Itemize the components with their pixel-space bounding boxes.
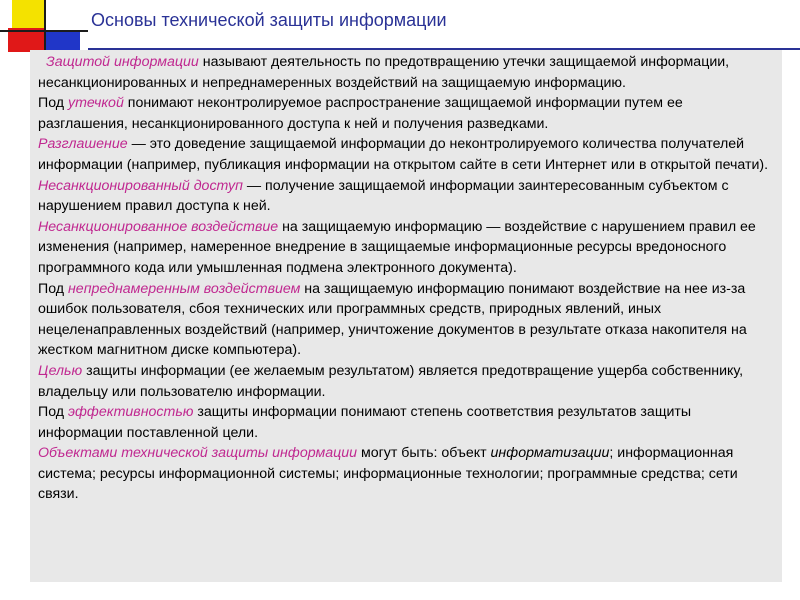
paragraph-prefix: Под [38, 280, 68, 297]
term: Объектами технической защиты информации [38, 445, 358, 462]
paragraph-unauthorized-impact [38, 217, 772, 279]
logo-yellow-square [12, 0, 46, 30]
paragraph-leak [38, 93, 772, 134]
emphasized-word: информатизации [490, 445, 610, 462]
content-panel [30, 50, 782, 582]
paragraph-efficiency [38, 402, 772, 443]
term: Разглашение [38, 136, 128, 153]
term: утечкой [68, 95, 124, 112]
paragraph-unintentional-impact [38, 279, 772, 361]
paragraph-goal [38, 361, 772, 402]
paragraph-text: могут быть: объект [357, 445, 491, 462]
term: Защитой информации [46, 54, 199, 70]
paragraph-objects [38, 443, 772, 505]
paragraph-text: на защищаемую информацию понимают воздействие на нее из-за ошибок пользователя, сбоя технических или программных средств, природных явлений, иных нецеленаправленных воздействий (например, уничтожение документов в результате отказа накопителя на жестком магнитном диске компьютера). [38, 280, 747, 359]
paragraph-prefix: Под [38, 404, 68, 421]
term: эффективностью [68, 404, 194, 421]
term: непреднамеренным воздействием [68, 280, 301, 297]
paragraph-text: защиты информации (ее желаемым результатом) является предотвращение ущерба собственнику, владельцу или пользователю информации. [38, 362, 744, 400]
paragraph-unauthorized-access [38, 176, 772, 217]
paragraph-tail: ; информационная система; ресурсы информационной системы; информационные технологии; программные средства; сети связи. [38, 445, 738, 503]
paragraph-text: защиты информации понимают степень соответствия результатов защиты информации поставленной цели. [38, 404, 692, 441]
paragraph-protection [38, 52, 772, 93]
paragraph-text: — это доведение защищаемой информации до неконтролируемого количества получателей информации (например, публикация информации на открытом сайте в сети Интернет или в открытой печати). [38, 136, 769, 173]
logo-horizontal-line [0, 30, 88, 32]
paragraph-text: на защищаемую информацию — воздействие с нарушением правил ее изменения (например, намеренное внедрение в защищаемые информационные ресурсы вредоносного программного кода или умышленная подмена электронного документа). [38, 218, 756, 276]
term: Несанкционированное воздействие [38, 218, 279, 235]
paragraph-prefix: Под [38, 95, 68, 112]
term: Несанкционированный доступ [38, 177, 243, 194]
page-title: Основы технической защиты информации [91, 10, 447, 30]
paragraph-text: называют деятельность по предотвращению утечки защищаемой информации, несанкционированных и непреднамеренных воздействий на защищаемую информацию. [38, 54, 730, 91]
term: Целью [38, 362, 83, 379]
paragraph-text: — получение защищаемой информации заинтересованным субъектом с нарушением правил доступа к ней. [38, 177, 729, 215]
paragraph-disclosure [38, 134, 772, 175]
logo-blue-square [44, 30, 80, 52]
paragraph-text: понимают неконтролируемое распространение защищаемой информации путем ее разглашения, несанкционированного доступа к ней и получения разведками. [38, 95, 683, 132]
